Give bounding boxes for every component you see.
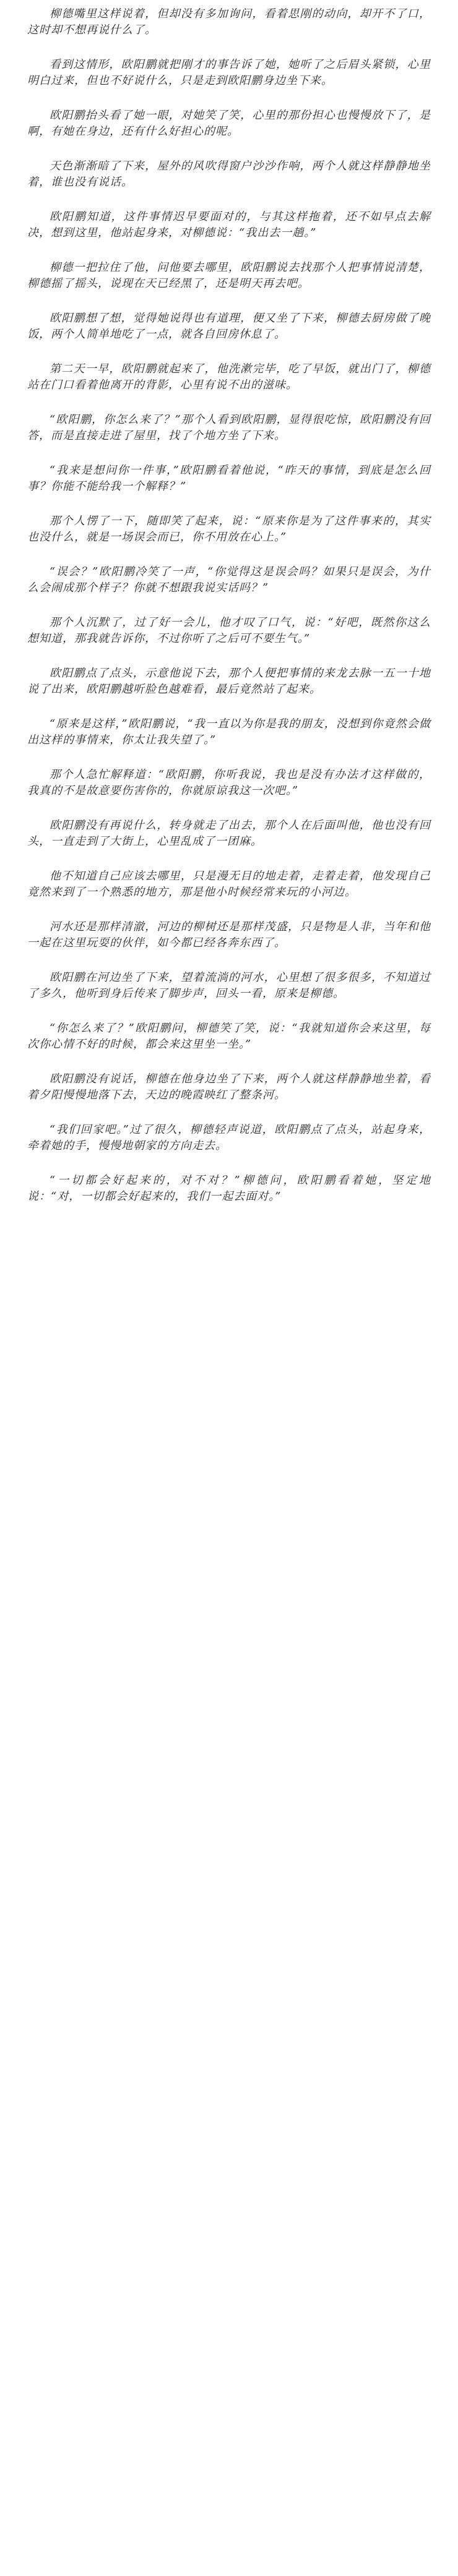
paragraph: 欧阳鹏知道，这件事情迟早要面对的，与其这样拖着，还不如早点去解决，想到这里，他站起身来，对柳德说：“我出去一趟。” <box>27 210 431 239</box>
paragraph: 柳德嘴里这样说着，但却没有多加询问，看着思刚的动向，却开不了口，这时却不想再说什么了。 <box>27 7 431 36</box>
paragraph: 第二天一早，欧阳鹏就起来了，他洗漱完毕，吃了早饭，就出门了，柳德站在门口看着他离开的背影，心里有说不出的滋味。 <box>27 362 431 392</box>
paragraph: 柳德一把拉住了他，问他要去哪里，欧阳鹏说去找那个人把事情说清楚，柳德摇了摇头，说现在天已经黑了，还是明天再去吧。 <box>27 261 431 290</box>
paragraph: “你怎么来了？”欧阳鹏问，柳德笑了笑，说：“我就知道你会来这里，每次你心情不好的时候，都会来这里坐一坐。” <box>27 1022 431 1051</box>
paragraph: 欧阳鹏在河边坐了下来，望着流淌的河水，心里想了很多很多，不知道过了多久，他听到身后传来了脚步声，回头一看，原来是柳德。 <box>27 971 431 1000</box>
paragraph: 欧阳鹏抬头看了她一眼，对她笑了笑，心里的那份担心也慢慢放下了，是啊，有她在身边，还有什么好担心的呢。 <box>27 109 431 138</box>
paragraph: “一切都会好起来的，对不对？”柳德问，欧阳鹏看着她，坚定地说：“对，一切都会好起来的，我们一起去面对。” <box>27 1174 431 1203</box>
paragraph: “欧阳鹏，你怎么来了？”那个人看到欧阳鹏，显得很吃惊，欧阳鹏没有回答，而是直接走进了屋里，找了个地方坐了下来。 <box>27 413 431 442</box>
paragraph: 那个人沉默了，过了好一会儿，他才叹了口气，说：“好吧，既然你这么想知道，那我就告诉你，不过你听了之后可不要生气。” <box>27 616 431 645</box>
paragraph: 欧阳鹏没有再说什么，转身就走了出去，那个人在后面叫他，他也没有回头，一直走到了大街上，心里乱成了一团麻。 <box>27 819 431 848</box>
paragraph: 那个人愣了一下，随即笑了起来，说：“原来你是为了这件事来的，其实也没什么，就是一场误会而已，你不用放在心上。” <box>27 515 431 544</box>
paragraph: 欧阳鹏没有说话，柳德在他身边坐了下来，两个人就这样静静地坐着，看着夕阳慢慢地落下去，天边的晚霞映红了整条河。 <box>27 1072 431 1102</box>
paragraph: “我来是想问你一件事，”欧阳鹏看着他说，“昨天的事情，到底是怎么回事？你能不能给我一个解释？” <box>27 464 431 493</box>
paragraph: 欧阳鹏想了想，觉得她说得也有道理，便又坐了下来，柳德去厨房做了晚饭，两个人简单地吃了一点，就各自回房休息了。 <box>27 312 431 341</box>
paragraph: 他不知道自己应该去哪里，只是漫无目的地走着，走着走着，他发现自己竟然来到了一个熟悉的地方，那是他小时候经常来玩的小河边。 <box>27 870 431 899</box>
paragraph: 河水还是那样清澈，河边的柳树还是那样茂盛，只是物是人非，当年和他一起在这里玩耍的伙伴，如今都已经各奔东西了。 <box>27 920 431 949</box>
paragraph: 那个人急忙解释道：“欧阳鹏，你听我说，我也是没有办法才这样做的，我真的不是故意要伤害你的，你就原谅我这一次吧。” <box>27 768 431 797</box>
paragraph: 看到这情形，欧阳鹏就把刚才的事告诉了她，她听了之后眉头紧锁，心里明白过来，但也不好说什么，只是走到欧阳鹏身边坐下来。 <box>27 58 431 87</box>
paragraph: 欧阳鹏点了点头，示意他说下去，那个人便把事情的来龙去脉一五一十地说了出来，欧阳鹏越听脸色越难看，最后竟然站了起来。 <box>27 667 431 696</box>
paragraph: 天色渐渐暗了下来，屋外的风吹得窗户沙沙作响，两个人就这样静静地坐着，谁也没有说话。 <box>27 160 431 189</box>
paragraph: “原来是这样，”欧阳鹏说，“我一直以为你是我的朋友，没想到你竟然会做出这样的事情来，你太让我失望了。” <box>27 717 431 747</box>
paragraph: “我们回家吧。”过了很久，柳德轻声说道，欧阳鹏点了点头，站起身来，牵着她的手，慢慢地朝家的方向走去。 <box>27 1123 431 1152</box>
paragraph: “误会？”欧阳鹏冷笑了一声，“你觉得这是误会吗？如果只是误会，为什么会闹成那个样子？你就不想跟我说实话吗？” <box>27 565 431 594</box>
